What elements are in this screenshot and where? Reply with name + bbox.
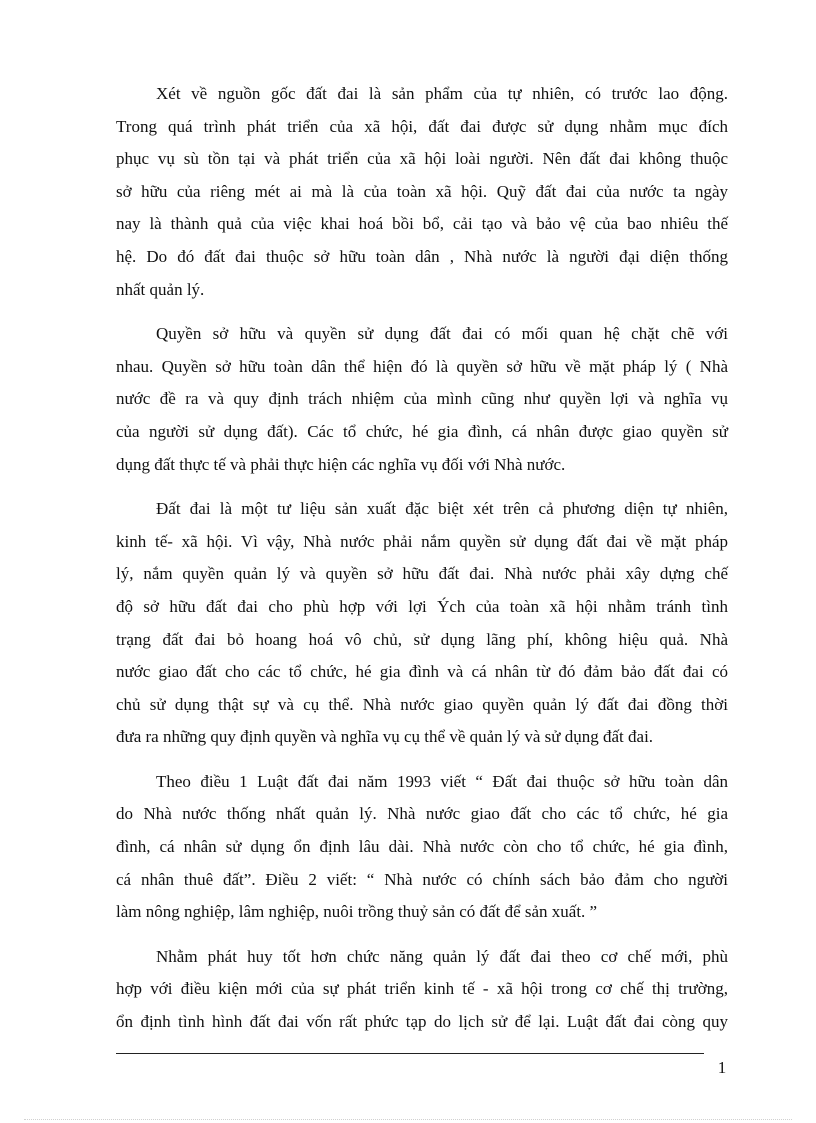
text-line: nay là thành quả của việc khai hoá bồi bổ, cải tạo và bảo vệ của bao nhiêu thế — [116, 214, 728, 234]
text-line: cá nhân thuê đất”. Điều 2 viết: “ Nhà nước có chính sách bảo đảm cho người — [116, 869, 728, 889]
paragraph — [116, 941, 728, 1039]
text-line: do Nhà nước thống nhất quản lý. Nhà nước giao đất cho các tổ chức, hé gia — [116, 804, 728, 824]
text-line: trạng đất đai bỏ hoang hoá vô chủ, sử dụng lãng phí, không hiệu quả. Nhà — [116, 629, 728, 649]
text-line: phục vụ sù tồn tại và phát triển của xã hội loài người. Nên đất đai không thuộc — [116, 149, 728, 169]
text-line: kinh tế- xã hội. Vì vậy, Nhà nước phải nắm quyền sử dụng đất đai về mặt pháp — [116, 531, 728, 551]
text-line: nước giao đất cho các tổ chức, hé gia đình và cá nhân từ đó đảm bảo đất đai có — [116, 662, 728, 682]
page-number: 1 — [717, 1058, 727, 1077]
text-line: dụng đất thực tế và phải thực hiện các nghĩa vụ đối với Nhà nước. — [116, 454, 566, 474]
text-line: Xét về nguồn gốc đất đai là sản phẩm của tự nhiên, có trước lao động. — [156, 84, 728, 103]
text-line: của người sử dụng đất). Các tổ chức, hé gia đình, cá nhân được giao quyền sử — [116, 421, 728, 441]
text-line: Theo điều 1 Luật đất đai năm 1993 viết “ Đất đai thuộc sở hữu toàn dân — [156, 771, 728, 791]
text-line: Quyền sở hữu và quyền sử dụng đất đai có mối quan hệ chặt chẽ với — [156, 324, 728, 344]
footer-divider — [116, 1053, 704, 1054]
text-line: lý, nắm quyền quản lý và quyền sở hữu đất đai. Nhà nước phải xây dựng chế — [116, 564, 728, 584]
text-line: làm nông nghiệp, lâm nghiệp, nuôi trồng thuỷ sản có đất để sản xuất. ” — [116, 902, 598, 922]
text-line: hệ. Do đó đất đai thuộc sở hữu toàn dân , Nhà nước là người đại diện thống — [116, 246, 728, 266]
text-line: nước đề ra và quy định trách nhiệm của mình cũng như quyền lợi và nghĩa vụ — [116, 389, 728, 409]
text-line: độ sở hữu đất đai cho phù hợp với lợi Ých của toàn xã hội nhằm tránh tình — [116, 596, 728, 616]
text-line: sở hữu của riêng mét ai mà là của toàn xã hội. Quỹ đất đai của nước ta ngày — [116, 181, 728, 201]
text-line: Nhằm phát huy tốt hơn chức năng quản lý đất đai theo cơ chế mới, phù — [156, 946, 728, 966]
text-line: hợp với điều kiện mới của sự phát triển kinh tế - xã hội trong cơ chế thị trường, — [116, 979, 728, 999]
text-line: nhau. Quyền sở hữu toàn dân thể hiện đó là quyền sở hữu về mặt pháp lý ( Nhà — [116, 356, 728, 376]
text-line: đưa ra những quy định quyền và nghĩa vụ cụ thể về quản lý và sử dụng đất đai. — [116, 727, 654, 747]
paragraph — [116, 493, 728, 754]
paragraph — [116, 766, 728, 929]
paragraph — [116, 78, 728, 306]
paragraph — [116, 318, 728, 481]
text-line: ổn định tình hình đất đai vốn rất phức tạp do lịch sử để lại. Luật đất đai còng quy — [116, 1012, 728, 1032]
text-line: Đất đai là một tư liệu sản xuất đặc biệt xét trên cả phương diện tự nhiên, — [156, 499, 728, 519]
text-line: nhất quản lý. — [116, 279, 205, 299]
body-text — [116, 78, 728, 1051]
text-line: đình, cá nhân sử dụng ổn định lâu dài. Nhà nước còn cho tổ chức, hé gia đình, — [116, 837, 728, 857]
text-line: chủ sử dụng thật sự và cụ thể. Nhà nước giao quyền quản lý đất đai đồng thời — [116, 694, 728, 714]
page-edge — [24, 1119, 792, 1120]
text-line: Trong quá trình phát triển của xã hội, đất đai được sử dụng nhằm mục đích — [116, 116, 728, 136]
